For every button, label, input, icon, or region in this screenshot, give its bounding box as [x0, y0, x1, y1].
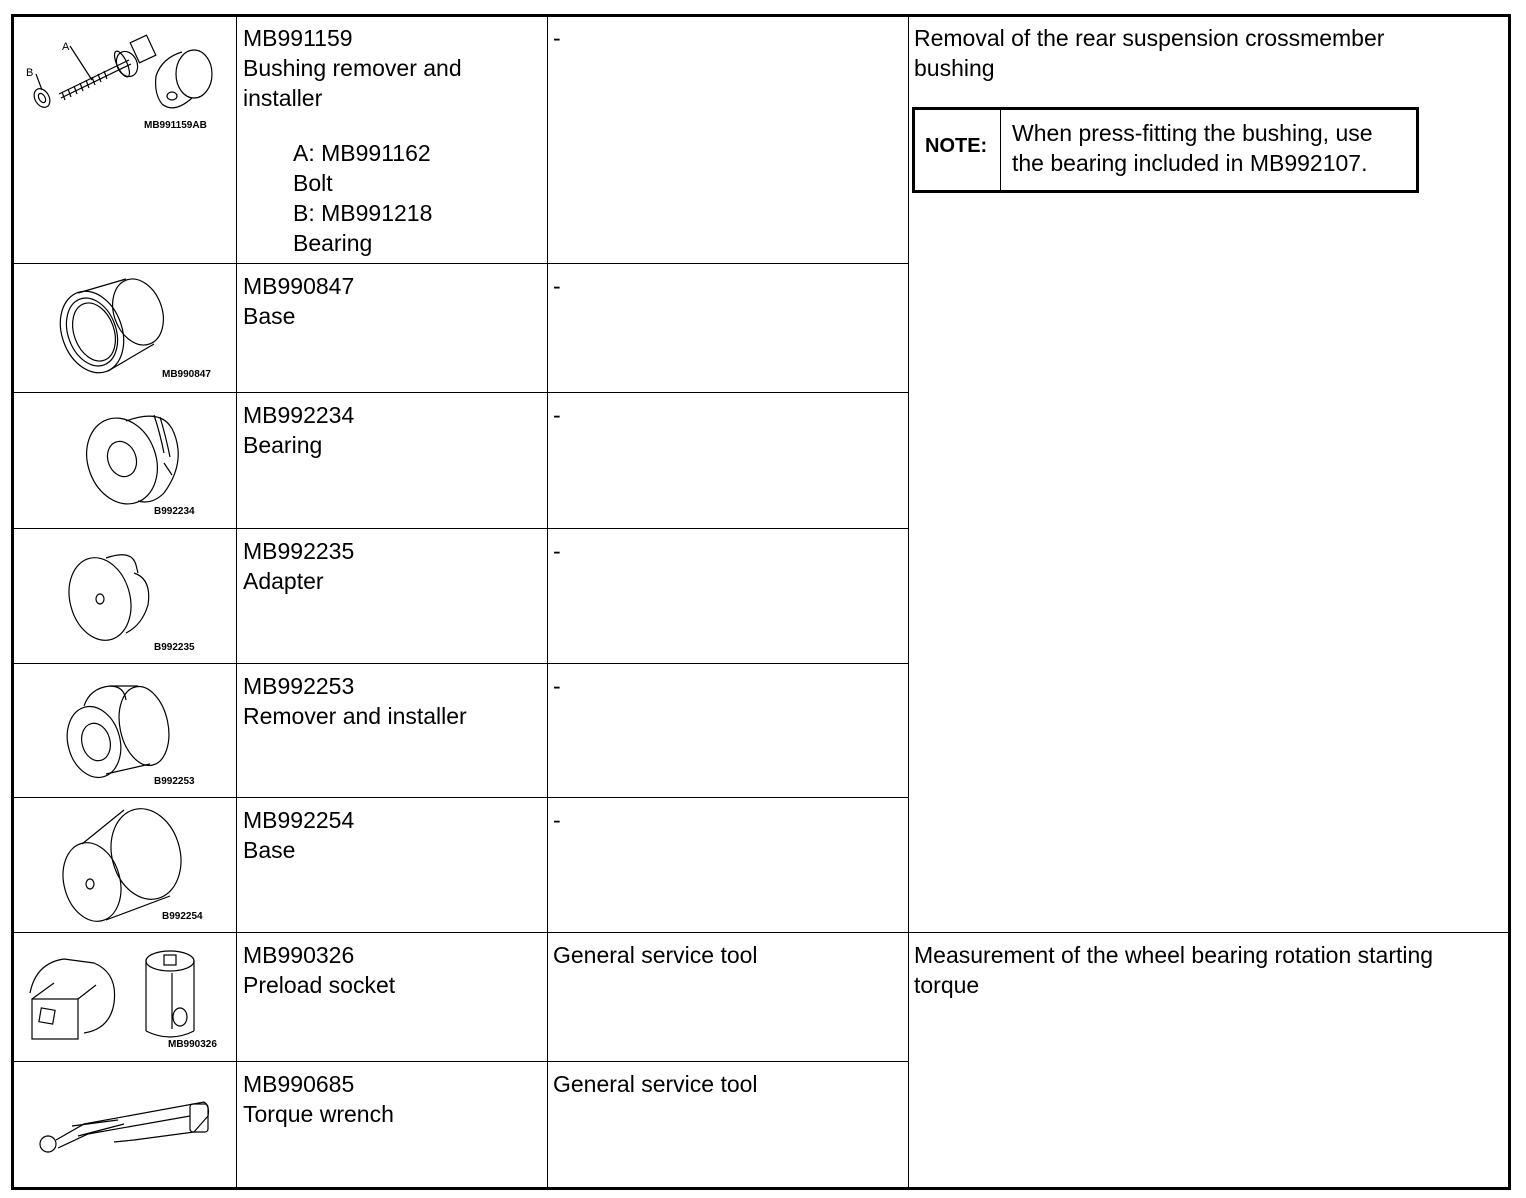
component-list: [243, 138, 462, 258]
tool-illustration-mb992253: [14, 664, 236, 797]
tool-number-cell: [243, 23, 462, 258]
tool-illustration-mb990847: [14, 264, 236, 392]
tool-number-cell: [243, 671, 467, 731]
tool-number: MB992234: [243, 402, 355, 428]
component-part: A: MB991162: [293, 140, 431, 166]
bearing-image: [14, 393, 236, 528]
column-divider: [547, 16, 548, 1188]
tool-number: MB990326: [243, 942, 355, 968]
tool-number-cell: [243, 1069, 394, 1129]
tool-number: MB992253: [243, 673, 355, 699]
supersession-cell: -: [553, 538, 561, 564]
supersession-cell: -: [553, 402, 561, 428]
row-divider: [14, 932, 1510, 933]
tool-illustration-mb991159: [14, 16, 236, 263]
tool-number-cell: [243, 536, 354, 596]
image-caption: B992234: [154, 506, 195, 517]
tool-name: Base: [243, 837, 296, 863]
supersession-cell: -: [553, 273, 561, 299]
tool-name: Adapter: [243, 568, 324, 594]
tool-name: installer: [243, 85, 323, 111]
tool-name: Torque wrench: [243, 1101, 394, 1127]
image-caption: MB991159AB: [144, 120, 207, 131]
note-label: NOTE:: [915, 110, 1001, 190]
tool-illustration-mb992234: [14, 393, 236, 528]
component-part: B: MB991218: [293, 200, 433, 226]
tool-number: MB991159: [243, 25, 353, 51]
image-caption: B992235: [154, 642, 195, 653]
tool-illustration-mb992254: [14, 798, 236, 932]
application-cell: [914, 940, 1433, 1000]
application-text: Measurement of the wheel bearing rotation starting: [914, 942, 1434, 968]
tool-illustration-mb990326: [14, 933, 236, 1061]
application-text: torque: [914, 972, 980, 998]
column-divider: [236, 16, 237, 1188]
image-caption: MB990326: [168, 1039, 217, 1050]
note-line: When press-fitting the bushing, use: [1012, 120, 1373, 146]
tool-illustration-mb992235: [14, 529, 236, 663]
tool-name: Remover and installer: [243, 703, 467, 729]
column-divider: [908, 16, 909, 1188]
adapter-image: [14, 529, 236, 663]
tool-number: MB992254: [243, 807, 355, 833]
component-name: Bolt: [293, 170, 333, 196]
tool-number-cell: [243, 940, 395, 1000]
tool-number: MB992235: [243, 538, 355, 564]
tool-name: Preload socket: [243, 972, 396, 998]
supersession-cell: -: [553, 25, 561, 51]
supersession-cell: -: [553, 673, 561, 699]
tool-number-cell: [243, 271, 354, 331]
tool-name: Bearing: [243, 432, 323, 458]
tool-name: Base: [243, 303, 296, 329]
label-a: A: [62, 41, 70, 53]
remover-installer-image: [14, 664, 236, 797]
tool-illustration-mb990685: [14, 1062, 236, 1188]
tool-number: MB990847: [243, 273, 355, 299]
tool-number-cell: [243, 805, 354, 865]
image-caption: MB990847: [162, 369, 211, 380]
note-box: [912, 107, 1419, 193]
note-line: the bearing included in MB992107.: [1012, 150, 1368, 176]
image-caption: B992253: [154, 776, 195, 787]
image-caption: B992254: [162, 911, 203, 922]
application-text: Removal of the rear suspension crossmember: [914, 25, 1385, 51]
supersession-cell: General service tool: [553, 1071, 758, 1097]
label-b: B: [26, 67, 34, 79]
component-name: Bearing: [293, 230, 373, 256]
tool-name: Bushing remover and: [243, 55, 462, 81]
supersession-cell: -: [553, 807, 561, 833]
supersession-cell: General service tool: [553, 942, 758, 968]
tool-number: MB990685: [243, 1071, 355, 1097]
note-text: [1012, 118, 1373, 178]
torque-wrench-image: [14, 1062, 236, 1188]
application-cell: [914, 23, 1384, 83]
tool-number-cell: [243, 400, 354, 460]
application-text: bushing: [914, 55, 995, 81]
